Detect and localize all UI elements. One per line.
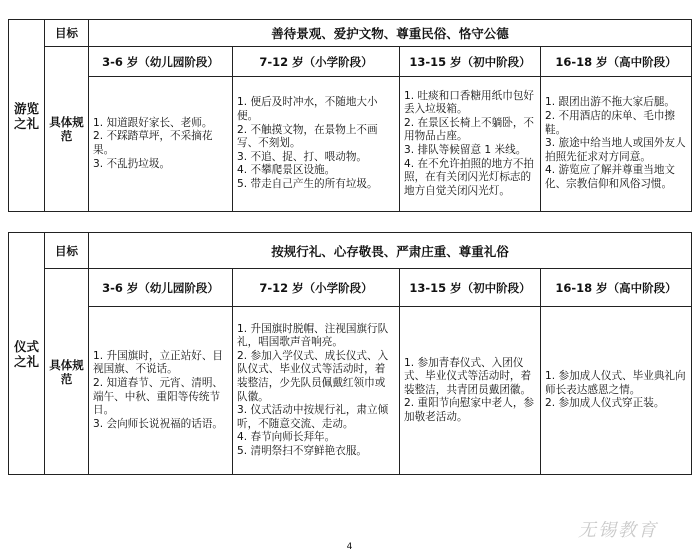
category-cell <box>9 20 45 212</box>
goal-label: 目标 <box>45 20 89 47</box>
spec-label <box>45 47 89 212</box>
stage-items <box>400 77 541 212</box>
list-item: 5. 清明祭扫不穿鲜艳衣服。 <box>237 444 368 457</box>
list-item: 1. 升国旗时，立正站好、目视国旗、不说话。 <box>93 349 224 376</box>
stage-items <box>541 307 692 475</box>
page-number: 4 <box>346 542 353 552</box>
stage-items <box>89 307 233 475</box>
list-item: 3. 不追、捉、打、喂动物。 <box>237 150 368 163</box>
list-item: 2. 知道春节、元宵、清明、端午、中秋、重阳等传统节日。 <box>93 376 224 417</box>
category-cell <box>9 233 45 475</box>
stage-header: 13-15 岁（初中阶段） <box>400 47 541 77</box>
stage-items <box>233 77 400 212</box>
list-item: 2. 参加成人仪式穿正装。 <box>545 397 665 410</box>
list-item: 1. 升国旗时脱帽、注视国旗行队礼，唱国歌声音响亮。 <box>237 322 389 349</box>
list-item: 4. 游览应了解并尊重当地文化、宗教信仰和风俗习惯。 <box>545 164 676 190</box>
list-item: 2. 不用酒店的床单、毛巾擦鞋。 <box>545 110 676 136</box>
spec-label <box>45 269 89 475</box>
list-item: 5. 带走自己产生的所有垃圾。 <box>237 177 378 190</box>
stage-header: 16-18 岁（高中阶段） <box>541 269 692 307</box>
stage-header: 16-18 岁（高中阶段） <box>541 47 692 77</box>
list-item: 1. 参加成人仪式、毕业典礼向师长表达感恩之情。 <box>545 370 686 396</box>
spec-label-text: 具体规范 <box>49 115 84 143</box>
stage-items <box>400 307 541 475</box>
list-item: 3. 排队等候留意 1 米线。 <box>404 144 527 156</box>
stage-items <box>541 77 692 212</box>
table-ceremony-etiquette <box>8 232 692 475</box>
list-item: 1. 便后及时冲水，不随地大小便。 <box>237 96 378 123</box>
list-item: 1. 跟团出游不拖大家后腿。 <box>545 96 676 109</box>
goal-text: 按规行礼、心存敬畏、严肃庄重、尊重礼俗 <box>89 233 692 269</box>
stage-header: 3-6 岁（幼儿园阶段） <box>89 47 233 77</box>
watermark: 无锡教育 <box>578 520 658 541</box>
list-item: 2. 不触摸文物，在景物上不画写、不刻划。 <box>237 123 378 150</box>
list-item: 1. 吐痰和口香糖用纸巾包好丢入垃圾箱。 <box>404 89 535 116</box>
stage-items <box>89 77 233 212</box>
list-item: 1. 知道跟好家长、老师。 <box>93 116 213 129</box>
list-item: 3. 不乱扔垃圾。 <box>93 157 171 170</box>
category-label: 仪式之礼 <box>13 338 39 369</box>
goal-text: 善待景观、爱护文物、尊重民俗、恪守公德 <box>89 20 692 47</box>
list-item: 2. 参加入学仪式、成长仪式、入队仪式、毕业仪式等活动时，着装整洁，少先队员佩戴红领巾或队徽。 <box>237 349 389 403</box>
stage-header: 3-6 岁（幼儿园阶段） <box>89 269 233 307</box>
list-item: 2. 重阳节向慰家中老人，参加敬老活动。 <box>404 397 535 423</box>
category-label: 游览之礼 <box>13 100 39 131</box>
list-item: 4. 不攀爬景区设施。 <box>237 164 336 177</box>
list-item: 3. 仪式活动中按规行礼，肃立倾听，不随意交流、走动。 <box>237 404 389 430</box>
stage-header: 7-12 岁（小学阶段） <box>233 47 400 77</box>
list-item: 2. 不踩踏草坪，不采摘花果。 <box>93 130 213 156</box>
stage-header: 13-15 岁（初中阶段） <box>400 269 541 307</box>
list-item: 2. 在景区长椅上不躺卧，不用物品占座。 <box>404 116 535 143</box>
list-item: 3. 会向师长说祝福的话语。 <box>93 417 224 430</box>
spec-label-text: 具体规范 <box>49 357 84 386</box>
stage-items <box>233 307 400 475</box>
goal-label: 目标 <box>45 233 89 269</box>
list-item: 1. 参加青春仪式、入团仪式、毕业仪式等活动时，着装整洁，共青团员戴团徽。 <box>404 356 532 396</box>
list-item: 4. 春节向师长拜年。 <box>237 431 336 444</box>
table-tour-etiquette <box>8 19 692 212</box>
list-item: 4. 在不允许拍照的地方不拍照，在有关闭闪光灯标志的地方自觉关闭闪光灯。 <box>404 157 535 197</box>
stage-header: 7-12 岁（小学阶段） <box>233 269 400 307</box>
list-item: 3. 旅途中给当地人或国外友人拍照先征求对方同意。 <box>545 137 686 163</box>
